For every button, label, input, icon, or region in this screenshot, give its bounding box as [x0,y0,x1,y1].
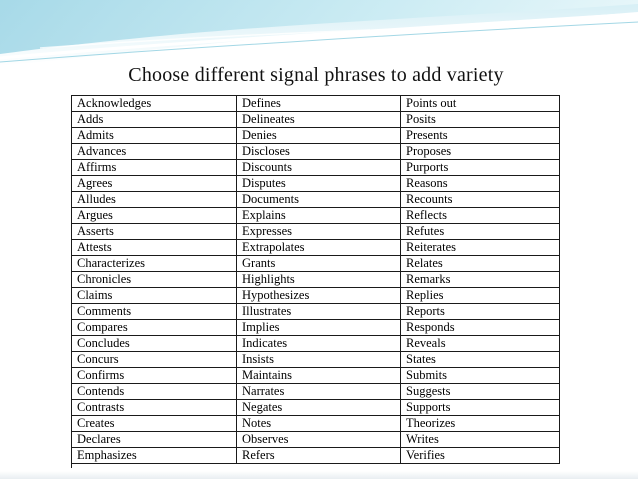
table-row [72,160,560,176]
table-cell: Concludes [72,336,237,352]
table-cell: Concurs [72,352,237,368]
table-cell: Attests [72,240,237,256]
table-cell: Expresses [237,224,401,240]
signal-phrases-table [71,95,560,468]
table-cell: Implies [237,320,401,336]
table-row [72,128,560,144]
table-cell: Reiterates [401,240,560,256]
table-cell: Notes [237,416,401,432]
table-cell: Admits [72,128,237,144]
table-cell: Advances [72,144,237,160]
table-cell: Explains [237,208,401,224]
table-cell: Confirms [72,368,237,384]
table-cell: Supports [401,400,560,416]
table-cell: Contends [72,384,237,400]
table-cell: Refers [237,448,401,464]
slide-title-text: Choose different signal phrases to add variety [128,64,504,86]
table-row [72,352,560,368]
table-cell: Characterizes [72,256,237,272]
table-cell: Argues [72,208,237,224]
table-row [72,416,560,432]
table-row [72,192,560,208]
table-cell: Suggests [401,384,560,400]
slide-title [0,64,638,87]
table-cell: Chronicles [72,272,237,288]
table-cell: Reflects [401,208,560,224]
table-row [72,112,560,128]
table-cell: Discloses [237,144,401,160]
table-row [72,208,560,224]
table-cell: Proposes [401,144,560,160]
table-row [72,256,560,272]
table-cell: Discounts [237,160,401,176]
table-row [72,96,560,112]
table-row [72,448,560,464]
table-cell: Denies [237,128,401,144]
table-cell: Reports [401,304,560,320]
table-cell: Purports [401,160,560,176]
table-row [72,176,560,192]
table-cell: Compares [72,320,237,336]
table-row [72,224,560,240]
table-cell: Remarks [401,272,560,288]
table-cell: Comments [72,304,237,320]
table-cell: Theorizes [401,416,560,432]
table-cell: Observes [237,432,401,448]
table-cell: Recounts [401,192,560,208]
table-cell: Delineates [237,112,401,128]
table-cell: Points out [401,96,560,112]
table-cell: Highlights [237,272,401,288]
table-cell: Defines [237,96,401,112]
table-cell: Insists [237,352,401,368]
table-cell: Hypothesizes [237,288,401,304]
table-cell: Adds [72,112,237,128]
table-cell: Alludes [72,192,237,208]
table-cell: Refutes [401,224,560,240]
table-row [72,288,560,304]
table-cell: Documents [237,192,401,208]
bottom-shade [0,471,638,479]
table-cell: Creates [72,416,237,432]
table-row [72,304,560,320]
table-cell: Illustrates [237,304,401,320]
table-cell: Grants [237,256,401,272]
table-cell: Presents [401,128,560,144]
table-cell: Agrees [72,176,237,192]
table-cell: States [401,352,560,368]
table-cell: Indicates [237,336,401,352]
table-cell: Emphasizes [72,448,237,464]
table-cell: Responds [401,320,560,336]
table-cell: Narrates [237,384,401,400]
table-cell: Reveals [401,336,560,352]
table-row [72,400,560,416]
table-row [72,384,560,400]
table-cell: Asserts [72,224,237,240]
table-cell: Verifies [401,448,560,464]
table-cell: Maintains [237,368,401,384]
table-cell: Contrasts [72,400,237,416]
table-cell: Submits [401,368,560,384]
table-cell: Reasons [401,176,560,192]
table-row [72,320,560,336]
table-row [72,432,560,448]
table-cell: Replies [401,288,560,304]
table-cell: Affirms [72,160,237,176]
table-cell: Extrapolates [237,240,401,256]
table-cell: Acknowledges [72,96,237,112]
table-cell: Posits [401,112,560,128]
table-cell: Negates [237,400,401,416]
table-row [72,240,560,256]
table-row [72,272,560,288]
table-row [72,144,560,160]
table-row [72,368,560,384]
table-cell: Disputes [237,176,401,192]
table-cell: Declares [72,432,237,448]
table-cell: Writes [401,432,560,448]
table-row [72,336,560,352]
table-cell: Relates [401,256,560,272]
table-cell: Claims [72,288,237,304]
